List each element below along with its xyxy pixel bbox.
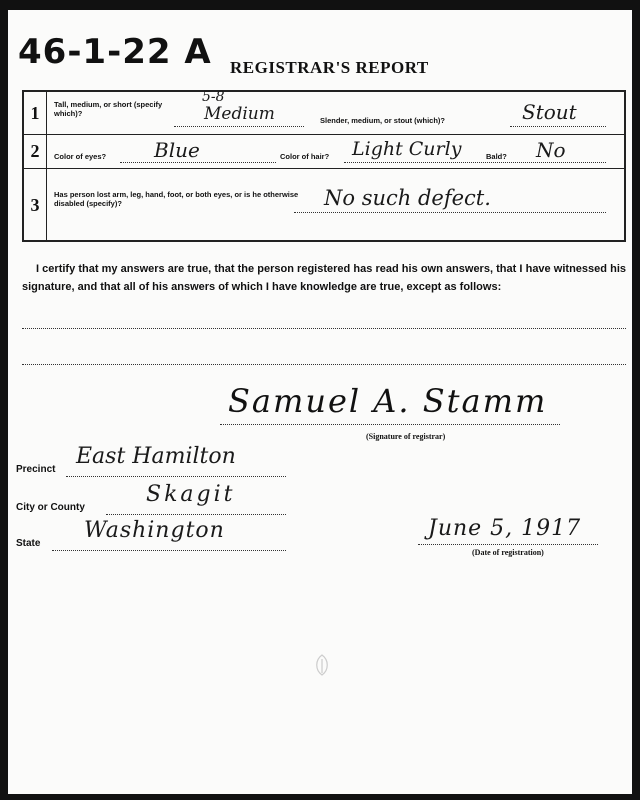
precinct-label: Precinct bbox=[16, 464, 56, 475]
city-county-dotted-line bbox=[106, 514, 286, 515]
eyes-dotted-line bbox=[120, 162, 276, 163]
height-dotted-line bbox=[174, 126, 304, 127]
row-eyes-hair bbox=[24, 134, 624, 169]
disability-dotted-line bbox=[294, 212, 606, 213]
row-number: 1 bbox=[24, 92, 47, 134]
registrar-signature: Samuel A. Stamm bbox=[228, 382, 548, 420]
bald-value: No bbox=[536, 138, 566, 162]
height-measure-value: 5-8 bbox=[202, 89, 225, 105]
state-dotted-line bbox=[52, 550, 286, 551]
state-label: State bbox=[16, 538, 41, 549]
exceptions-line-1 bbox=[22, 328, 626, 329]
bald-label: Bald? bbox=[486, 152, 507, 161]
exceptions-line-2 bbox=[22, 364, 626, 365]
date-dotted-line bbox=[418, 544, 598, 545]
build-value: Stout bbox=[522, 100, 577, 124]
certification-statement: I certify that my answers are true, that the person registered has read his own answers, that I have witnessed his signature, and that all of his answers of which I have knowledge are true, except as follows: bbox=[22, 263, 626, 293]
row-height-build bbox=[24, 89, 624, 135]
hair-label: Color of hair? bbox=[280, 152, 330, 161]
height-value: Medium bbox=[204, 104, 275, 124]
signature-line bbox=[220, 424, 560, 425]
hair-value: Light Curly bbox=[352, 138, 462, 160]
build-label: Slender, medium, or stout (which)? bbox=[320, 116, 446, 125]
registrar-report-card bbox=[8, 10, 632, 794]
city-county-label: City or County bbox=[16, 502, 85, 513]
precinct-value: East Hamilton bbox=[76, 444, 236, 469]
disability-label: Has person lost arm, leg, hand, foot, or both eyes, or is he otherwise disabled (specify)? bbox=[54, 190, 299, 208]
report-title: REGISTRAR'S REPORT bbox=[230, 58, 429, 77]
precinct-dotted-line bbox=[66, 476, 286, 477]
row-number: 2 bbox=[24, 134, 47, 168]
build-dotted-line bbox=[510, 126, 606, 127]
state-value: Washington bbox=[84, 518, 225, 543]
serial-number: 46-1-22 A bbox=[18, 32, 212, 72]
eyes-value: Blue bbox=[154, 138, 200, 162]
hair-dotted-line bbox=[344, 162, 606, 163]
row-disability bbox=[24, 168, 624, 242]
disability-value: No such defect. bbox=[324, 186, 491, 210]
faint-leaf-stamp-icon bbox=[312, 653, 332, 677]
city-county-value: Skagit bbox=[146, 482, 236, 507]
eyes-label: Color of eyes? bbox=[54, 152, 107, 161]
signature-caption: (Signature of registrar) bbox=[366, 432, 446, 441]
height-label: Tall, medium, or short (specify which)? bbox=[54, 100, 163, 118]
row-number: 3 bbox=[24, 168, 47, 242]
registration-date: June 5, 1917 bbox=[428, 516, 582, 541]
physical-description-table bbox=[22, 90, 626, 242]
date-caption: (Date of registration) bbox=[472, 548, 544, 557]
